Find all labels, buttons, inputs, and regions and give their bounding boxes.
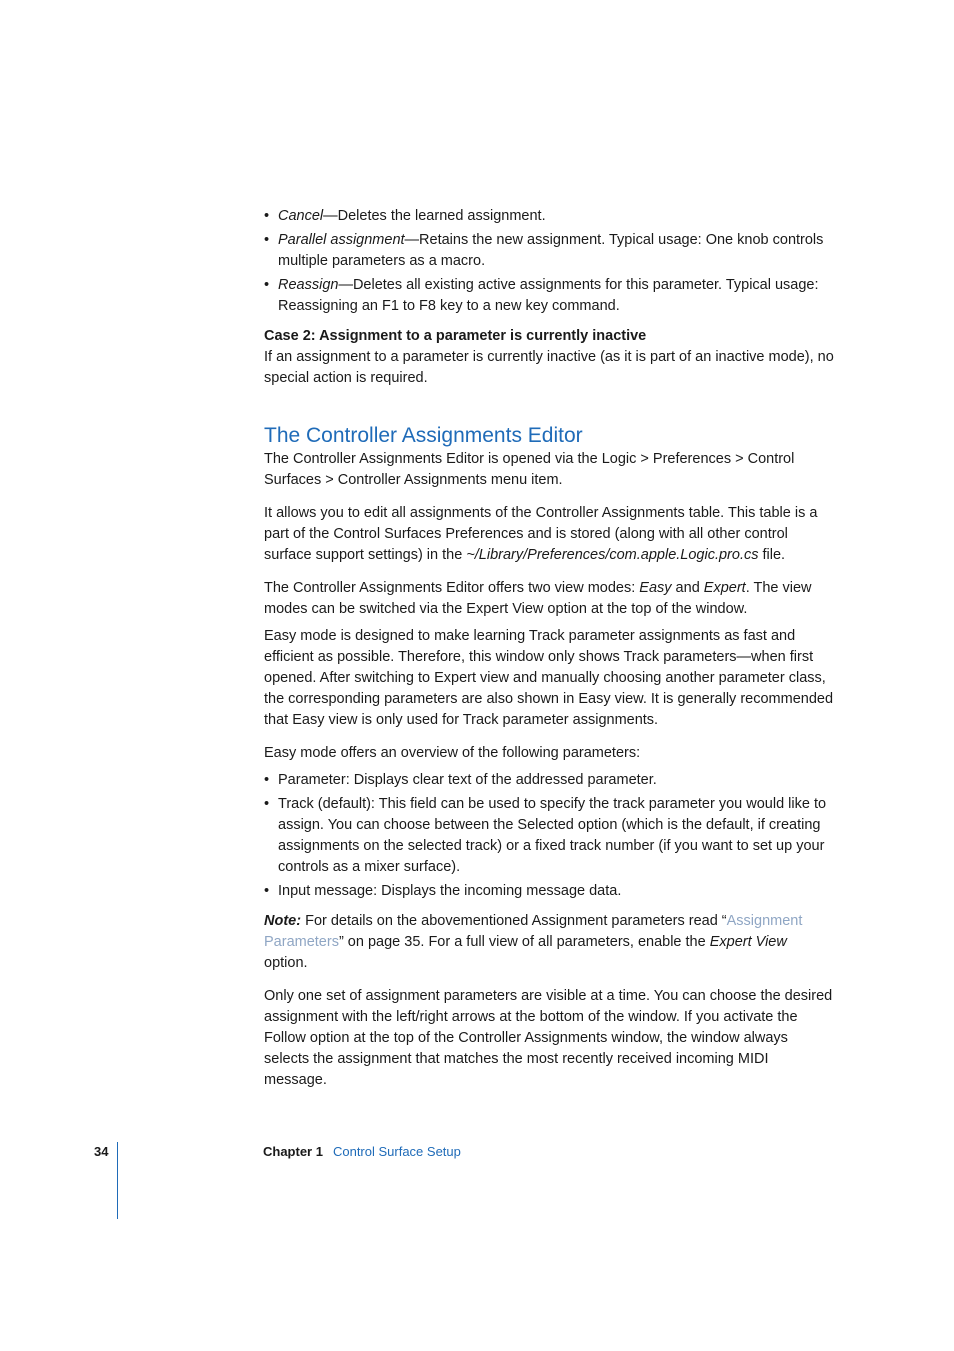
term: Cancel — [278, 208, 324, 224]
file-path: ~/Library/Preferences/com.apple.Logic.pro.cs — [466, 547, 759, 563]
separator: — — [338, 277, 353, 293]
list-item-text: Deletes the learned assignment. — [337, 208, 546, 224]
paragraph-text: . The view modes can be switched via the Expert View option at the top of the window. — [264, 580, 812, 617]
case-heading: Case 2: Assignment to a parameter is currently inactive — [264, 328, 647, 344]
case-body: If an assignment to a parameter is currently inactive (as it is part of an inactive mode), no special action is required. — [264, 349, 834, 386]
term: Reassign — [278, 277, 339, 293]
list-item: • Parameter: Displays clear text of the addressed parameter. — [264, 770, 834, 791]
footer-divider — [117, 1142, 118, 1219]
chapter-label: Chapter 1 — [263, 1144, 323, 1159]
separator: — — [323, 208, 338, 224]
chapter-footer — [263, 1143, 461, 1160]
term: Parallel assignment — [278, 232, 405, 248]
paragraph-text: and — [671, 580, 704, 596]
chapter-title: Control Surface Setup — [332, 1144, 461, 1159]
note — [264, 911, 834, 974]
cross-reference-link[interactable]: Assignment Parameters — [264, 913, 803, 950]
parameter-list — [264, 770, 834, 902]
option-list — [264, 206, 834, 317]
paragraph-text: The Controller Assignments Editor offers two view modes: — [264, 580, 640, 596]
list-item — [264, 230, 834, 272]
paragraph: Only one set of assignment parameters are visible at a time. You can choose the desired assignment with the left/right arrows at the bottom of the window. If you activate the Follow option at the top of the Controller Assignments window, the window always selects the assignment that matches the most recently received incoming MIDI message. — [264, 988, 833, 1088]
list-item — [264, 206, 834, 227]
note-text: ” on page 35. For a full view of all parameters, enable the — [338, 934, 710, 950]
list-item-text: Deletes all existing active assignments for this parameter. Typical usage: Reassigning an F1 to F8 key to a new key command. — [278, 277, 819, 314]
paragraph — [264, 578, 834, 620]
separator: — — [404, 232, 420, 248]
list-item-text: Retains the new assignment. Typical usage: One knob controls multiple parameters as a macro. — [278, 232, 824, 269]
paragraph: Easy mode offers an overview of the following parameters: — [264, 745, 641, 761]
expert-view-term: Expert View — [709, 934, 787, 950]
list-item: • Input message: Displays the incoming message data. — [264, 881, 834, 902]
section-title: The Controller Assignments Editor — [264, 424, 583, 447]
note-label: Note: — [264, 913, 302, 929]
list-item — [264, 275, 834, 317]
note-text: For details on the abovementioned Assignment parameters read “ — [301, 913, 727, 929]
note-text: option. — [264, 955, 308, 971]
paragraph — [264, 503, 834, 566]
list-item: • Track (default): This field can be used to specify the track parameter you would like to assign. You can choose between the Selected option (which is the default, if creating assignments on the selected track) or a fixed track number (if you want to set up your controls as a mixer surface). — [264, 794, 834, 878]
mode-expert: Expert — [703, 580, 746, 596]
page-number: 34 — [94, 1144, 109, 1159]
paragraph-text: file. — [758, 547, 786, 563]
paragraph: The Controller Assignments Editor is opened via the Logic > Preferences > Control Surfaces > Controller Assignments menu item. — [264, 451, 795, 488]
page-content — [264, 206, 834, 1091]
mode-easy: Easy — [639, 580, 672, 596]
paragraph-text: It allows you to edit all assignments of the Controller Assignments table. This table is a part of the Control Surfaces Preferences and is stored (along with all other control surface support settings) in the — [264, 505, 818, 563]
paragraph: Easy mode is designed to make learning Track parameter assignments as fast and efficient as possible. Therefore, this window only shows Track parameters—when first opened. After switching to Expert view and manually choosing another parameter class, the corresponding parameters are also shown in Easy view. It is generally recommended that Easy view is only used for Track parameter assignments. — [264, 628, 834, 728]
